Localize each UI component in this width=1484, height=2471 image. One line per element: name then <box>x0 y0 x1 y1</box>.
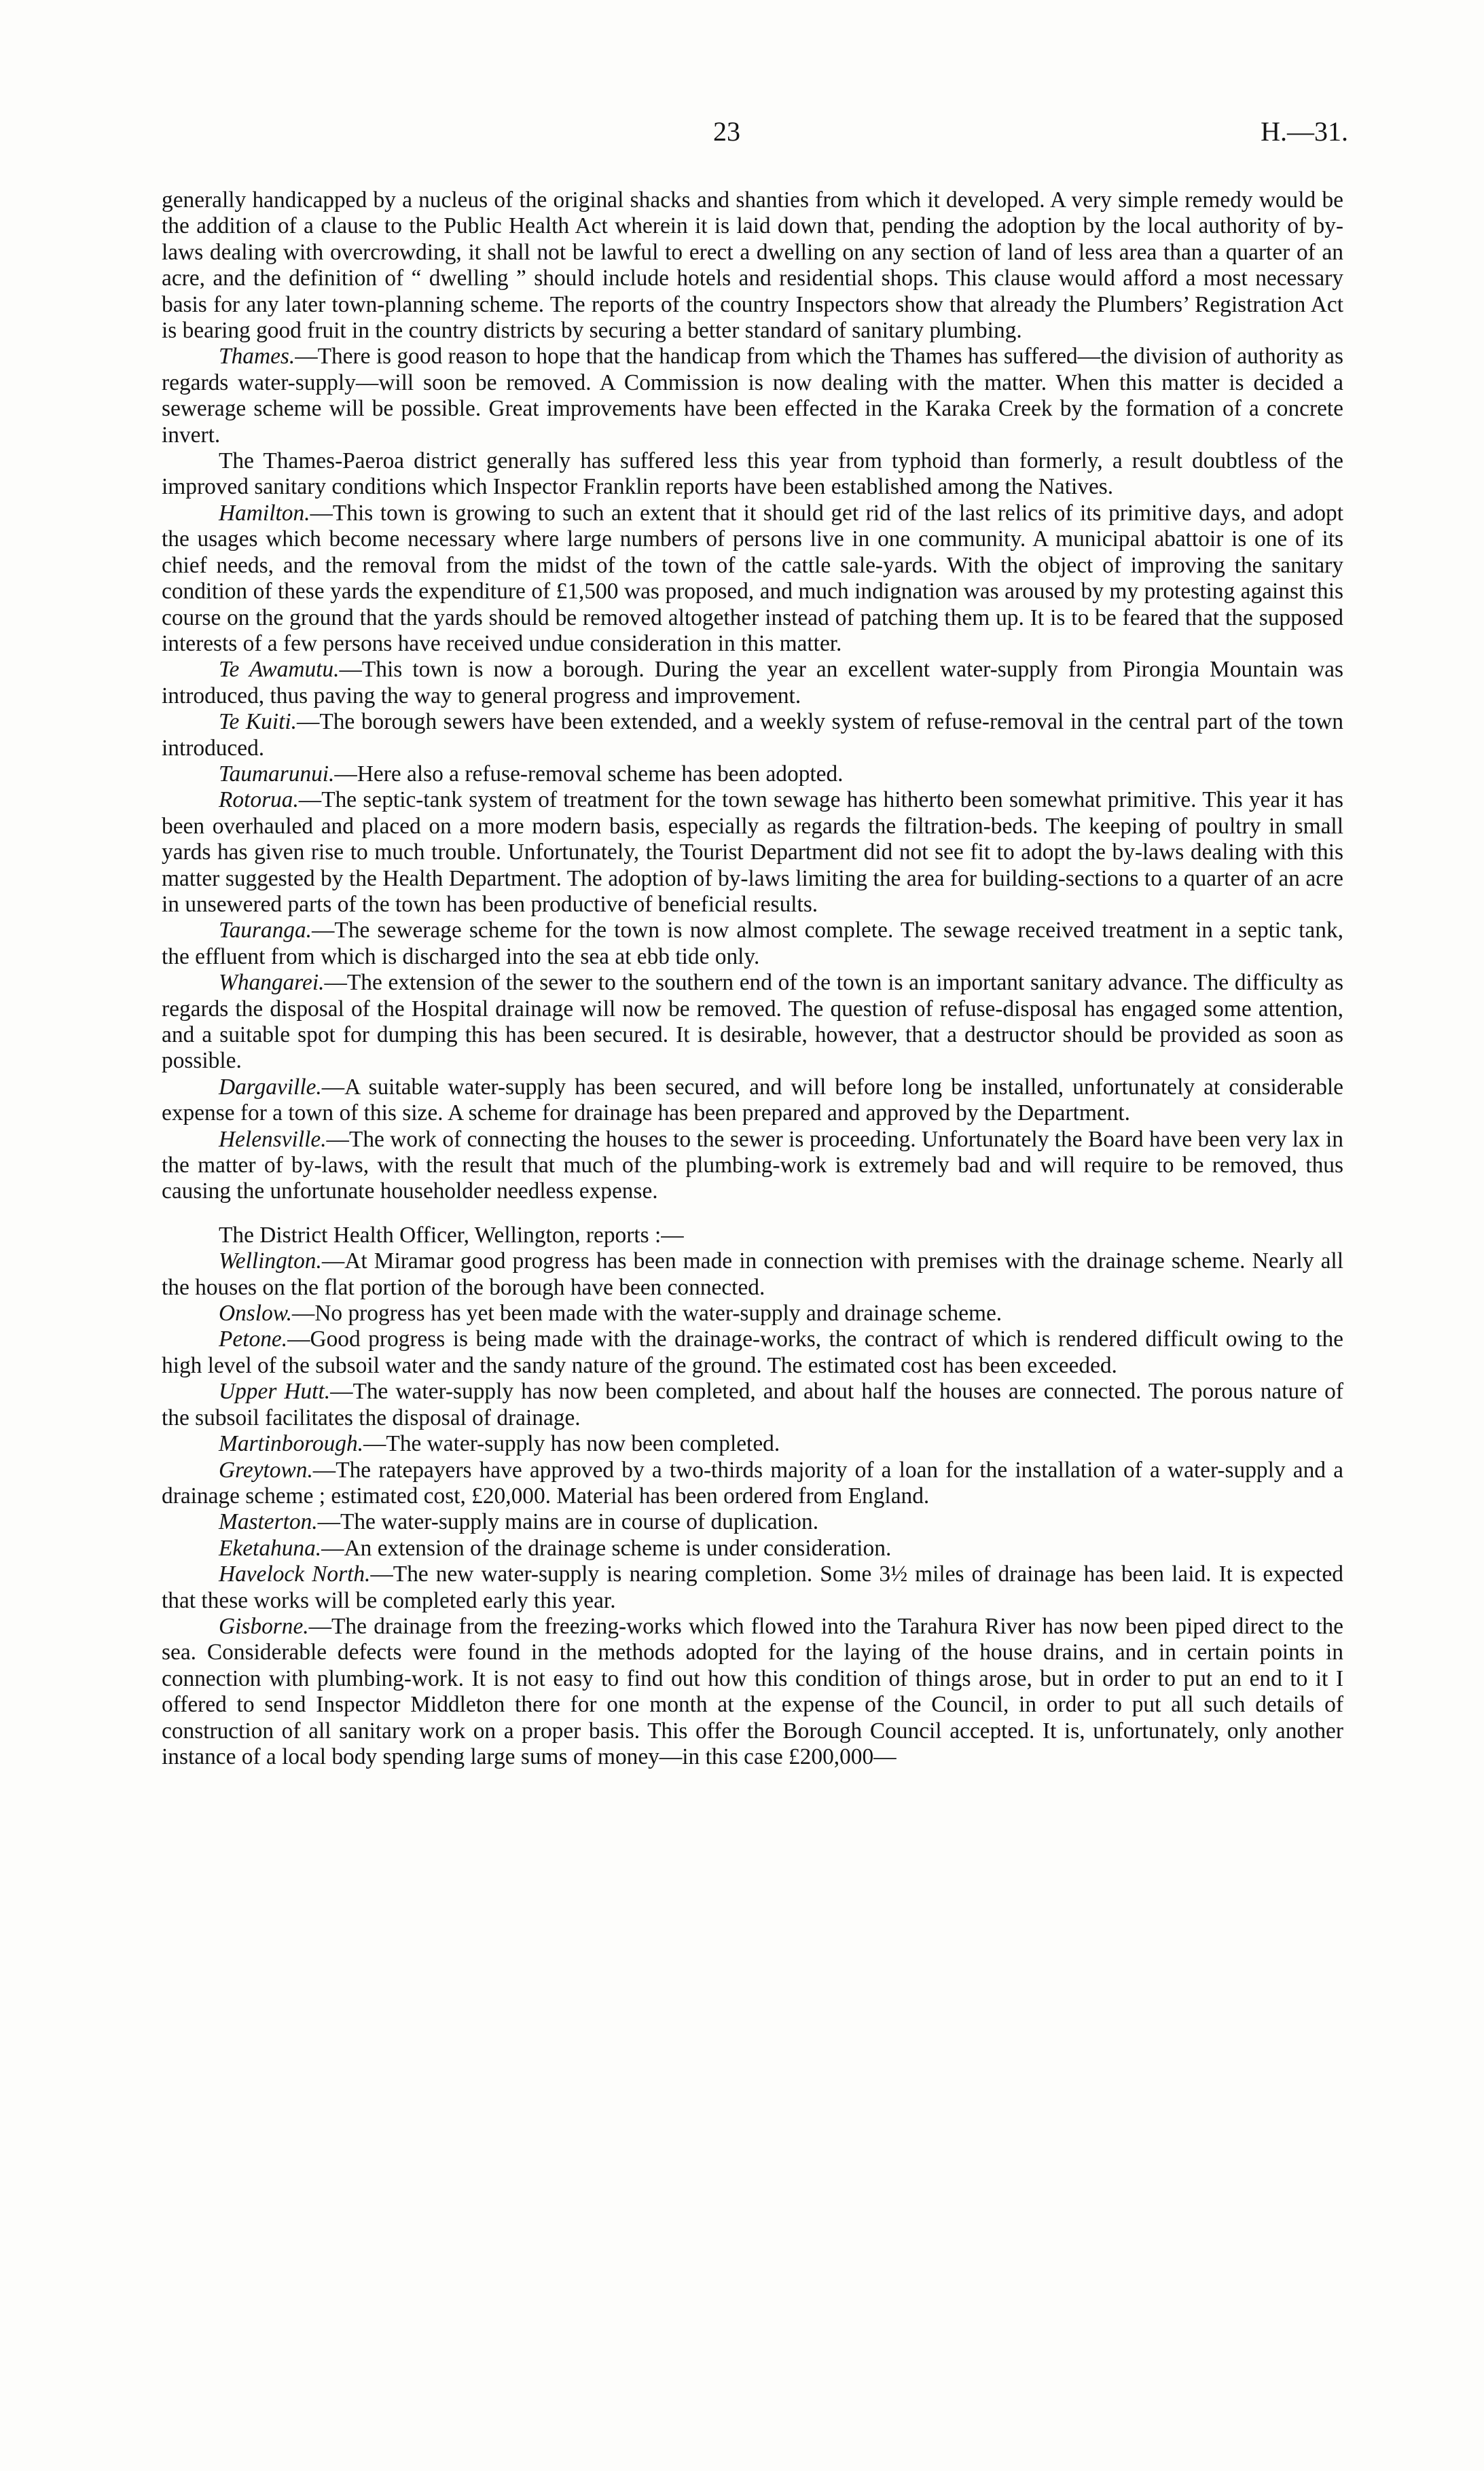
paragraph-petone: Petone.—Good progress is being made with the drainage-works, the contract of which is rendered difficult owing to the high level of the subsoil water and the sandy nature of the ground. The estimated cost has been exceeded. <box>162 1327 1343 1378</box>
paragraph-wellington: Wellington.—At Miramar good progress has been made in connection with premises with the drainage scheme. Nearly all the houses on the flat portion of the borough have been connected. <box>162 1248 1343 1300</box>
wellington-report-intro: The District Health Officer, Wellington, reports :— <box>219 1222 684 1248</box>
paragraph-te-kuiti: Te Kuiti.—The borough sewers have been extended, and a weekly system of refuse-removal in the central part of the town introduced. <box>162 709 1343 761</box>
paragraph-taumarunui: Taumarunui.—Here also a refuse-removal scheme has been adopted. <box>219 761 844 787</box>
paragraph-havelock-north: Havelock North.—The new water-supply is nearing completion. Some 3½ miles of drainage has been laid. It is expected that these works will be completed early this year. <box>162 1562 1343 1613</box>
paragraph-upper-hutt: Upper Hutt.—The water-supply has now been completed, and about half the houses are connected. The porous nature of the subsoil facilitates the disposal of drainage. <box>162 1379 1343 1430</box>
page-header <box>0 115 1484 156</box>
paragraph-masterton: Masterton.—The water-supply mains are in course of duplication. <box>219 1509 819 1535</box>
paragraph-onslow: Onslow.—No progress has yet been made with the water-supply and drainage scheme. <box>219 1301 1002 1327</box>
paragraph-tauranga: Tauranga.—The sewerage scheme for the town is now almost complete. The sewage received treatment in a septic tank, the effluent from which is discharged into the sea at ebb tide only. <box>162 918 1343 969</box>
paragraph-eketahuna: Eketahuna.—An extension of the drainage scheme is under consideration. <box>219 1535 892 1561</box>
paragraph-martinborough: Martinborough.—The water-supply has now been completed. <box>219 1431 780 1457</box>
body-text <box>162 187 1343 1770</box>
paragraph: The Thames-Paeroa district generally has suffered less this year from typhoid than formerly, a result doubtless of the improved sanitary conditions which Inspector Franklin reports have been established among the Natives. <box>162 448 1343 500</box>
paragraph-dargaville: Dargaville.—A suitable water-supply has been secured, and will before long be installed, unfortunately at considerable expense for a town of this size. A scheme for drainage has been prepared and approved by the Department. <box>162 1074 1343 1126</box>
paragraph-thames: Thames.—There is good reason to hope that the handicap from which the Thames has suffered—the division of authority as regards water-supply—will soon be removed. A Commission is now dealing with the matter. When this matter is decided a sewerage scheme will be possible. Great improvements have been effected in the Karaka Creek by the formation of a concrete invert. <box>162 344 1343 448</box>
paragraph-helensville: Helensville.—The work of connecting the houses to the sewer is proceeding. Unfortunately the Board have been very lax in the matter of by-laws, with the result that much of the plumbing-work is extremely bad and will require to be removed, thus causing the unfortunate householder needless expense. <box>162 1126 1343 1204</box>
paragraph-gisborne: Gisborne.—The drainage from the freezing-works which flowed into the Tarahura River has now been piped direct to the sea. Considerable defects were found in the methods adopted for the laying of the house drains, and in certain points in connection with plumbing-work. It is not easy to find out how this condition of things arose, but in order to put an end to it I offered to send Inspector Middleton there for one month at the expense of the Council, in order to put all such details of construction of all sanitary work on a proper basis. This offer the Borough Council accepted. It is, unfortunately, only another instance of a local body spending large sums of money—in this case £200,000— <box>162 1613 1343 1769</box>
paragraph: generally handicapped by a nucleus of the original shacks and shanties from which it developed. A very simple remedy would be the addition of a clause to the Public Health Act wherein it is laid down that, pending the adoption by the local authority of by-laws dealing with overcrowding, it shall not be lawful to erect a dwelling on any section of land of less area than a quarter of an acre, and the definition of “ dwelling ” should include hotels and residential shops. This clause would afford a most necessary basis for any later town-planning scheme. The reports of the country Inspectors show that already the Plumbers’ Registration Act is bearing good fruit in the country districts by securing a better standard of sanitary plumbing. <box>162 187 1343 344</box>
paragraph-hamilton: Hamilton.—This town is growing to such an extent that it should get rid of the last relics of its primitive days, and adopt the usages which become necessary where large numbers of persons live in one community. A municipal abattoir is one of its chief needs, and the removal from the midst of the town of the cattle sale-yards. With the object of improving the sanitary condition of these yards the expenditure of £1,500 was proposed, and much indignation was aroused by my protesting against this course on the ground that the yards should be removed altogether instead of patching them up. It is to be feared that the supposed interests of a few persons have received undue consideration in this matter. <box>162 500 1343 656</box>
paragraph-greytown: Greytown.—The ratepayers have approved by a two-thirds majority of a loan for the installation of a water-supply and a drainage scheme ; estimated cost, £20,000. Material has been ordered from England. <box>162 1457 1343 1509</box>
report-reference: H.—31. <box>1261 116 1348 147</box>
paragraph-whangarei: Whangarei.—The extension of the sewer to the southern end of the town is an important sanitary advance. The difficulty as regards the disposal of the Hospital drainage will now be removed. The question of refuse-disposal has engaged some attention, and a suitable spot for dumping this has been secured. It is desirable, however, that a destructor should be provided as soon as possible. <box>162 970 1343 1074</box>
paragraph-rotorua: Rotorua.—The septic-tank system of treatment for the town sewage has hitherto been somewhat primitive. This year it has been overhauled and placed on a more modern basis, especially as regards the filtration-beds. The keeping of poultry in small yards has given rise to much trouble. Unfortunately, the Tourist Department did not see fit to adopt the by-laws dealing with this matter suggested by the Health Department. The adoption of by-laws limiting the area for building-sections to a quarter of an acre in unsewered parts of the town has been productive of beneficial results. <box>162 787 1343 917</box>
page-number: 23 <box>713 116 740 147</box>
paragraph-te-awamutu: Te Awamutu.—This town is now a borough. During the year an excellent water-supply from Pirongia Mountain was introduced, thus paving the way to general progress and improvement. <box>162 657 1343 708</box>
